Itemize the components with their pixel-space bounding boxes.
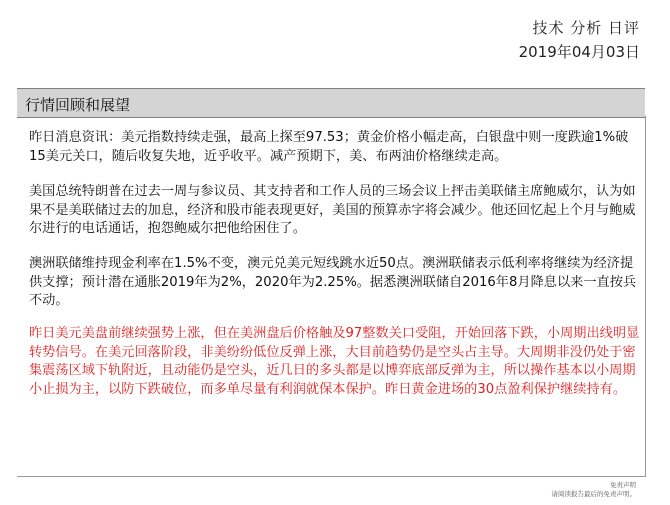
paragraph-market-news: 昨日消息资讯：美元指数持续走强，最高上探至97.53；黄金价格小幅走高，白银盘中则一度跌逾1%破15美元关口，随后收复失地，近乎收平。减产预期下，美、布两油价格继续走高。: [29, 130, 629, 164]
frame-right-border: [645, 116, 646, 476]
report-date: 2019年04月03日: [518, 43, 640, 61]
paragraph-analysis-highlight: 昨日美元美盘前继续强势上涨，但在美洲盘后价格触及97整数关口受阻，开始回落下跌，小周期出线明显转势信号。在美元回落阶段，非美纷纷低位反弹上涨，大目前趋势仍是空头占主导。大周期非没仍处于密集震荡区域下轨附近，且动能仍是空头，近几日的多头都是以博弈底部反弹为主，所以操作基本以小周期小止损为主，以防下跌破位，而多单尽量有利润就保本保护。昨日黄金进场的30点盈利保护继续持有。: [29, 326, 640, 397]
section-title: 行情回顾和展望: [25, 96, 131, 114]
paragraph-rba: 澳洲联储维持现金利率在1.5%不变，澳元兑美元短线跳水近50点。澳洲联储表示低利率将继续为经济提供支撑；预计潜在通胀2019年为2%，2020年为2.25%。据悉澳洲联储自2016年8月降息以来一直按兵不动。: [29, 256, 637, 308]
section-header-bar: [17, 88, 645, 118]
disclaimer-text: 请阅读报告最后的免责声明。: [551, 490, 636, 498]
report-type-title: 技术 分析 日评: [532, 19, 640, 37]
disclaimer-title: 免责声明: [610, 481, 636, 489]
frame-bottom-border: [17, 476, 646, 477]
paragraph-trump-fed: 美国总统特朗普在过去一周与参议员、其支持者和工作人员的三场会议上抨击美联储主席鲍威尔，认为如果不是美联储过去的加息，经济和股市能表现更好，美国的预算赤字将会减少。他还回忆起上个月与鲍威尔进行的电话通话，抱怨鲍威尔把他给困住了。: [29, 184, 636, 236]
